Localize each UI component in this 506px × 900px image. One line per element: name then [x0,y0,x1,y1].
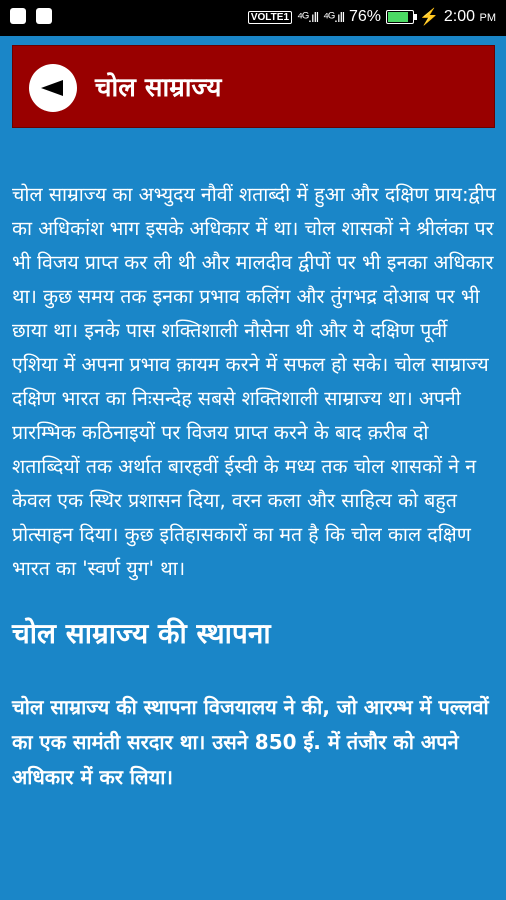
charging-icon: ⚡ [418,9,439,26]
notification-icon [10,8,26,24]
title-bar [12,45,495,128]
android-icon [36,8,52,24]
section-heading: चोल साम्राज्य की स्थापना [12,617,271,650]
back-arrow-icon [41,80,65,96]
intro-paragraph: चोल साम्राज्य का अभ्युदय नौवीं शताब्दी में हुआ और दक्षिण प्राय:द्वीप का अधिकांश भाग इसके अधिकार में था। चोल शासकों ने श्रीलंका पर भी विजय प्राप्त कर ली थी और मालदीव द्वीपों पर भी इनका अधिकार था। कुछ समय तक इनका प्रभाव कलिंग और तुंगभद्र दोआब पर भी छाया था। इनके पास शक्तिशाली नौसेना थी और ये दक्षिण पूर्वी एशिया में अपना प्रभाव क़ायम करने में सफल हो सके। चोल साम्राज्य दक्षिण भारत का निःसन्देह सबसे शक्तिशाली साम्राज्य था। अपनी प्रारम्भिक कठिनाइयों पर विजय प्राप्त करने के बाद क़रीब दो शताब्दियों तक अर्थात बारहवीं ईस्वी के मध्य तक चोल शासकों ने न केवल एक स्थिर प्रशासन दिया, वरन कला और साहित्य को बहुत प्रोत्साहन दिया। कुछ इतिहासकारों का मत है कि चोल काल दक्षिण भारत का 'स्वर्ण युग' था। [12,183,496,580]
volte-badge: VOLTE1 [248,11,292,24]
article-content [12,178,496,795]
section-paragraph: चोल साम्राज्य की स्थापना विजयालय ने की, जो आरम्भ में पल्लवों का एक सामंती सरदार था। उसने 850 ई. में तंजौर को अपने अधिकार में कर लिया। [12,695,489,789]
status-bar [0,0,506,36]
battery-percent: 76% [348,8,381,25]
battery-icon [386,10,414,24]
signal-icon: ⁴ᴳ.ıll [297,9,318,25]
clock: 2:00 PM [443,8,496,25]
back-button[interactable] [29,64,77,112]
page-title: चोल साम्राज्य [95,73,222,103]
signal-icon-2: ⁴ᴳ.ıll [322,9,344,25]
